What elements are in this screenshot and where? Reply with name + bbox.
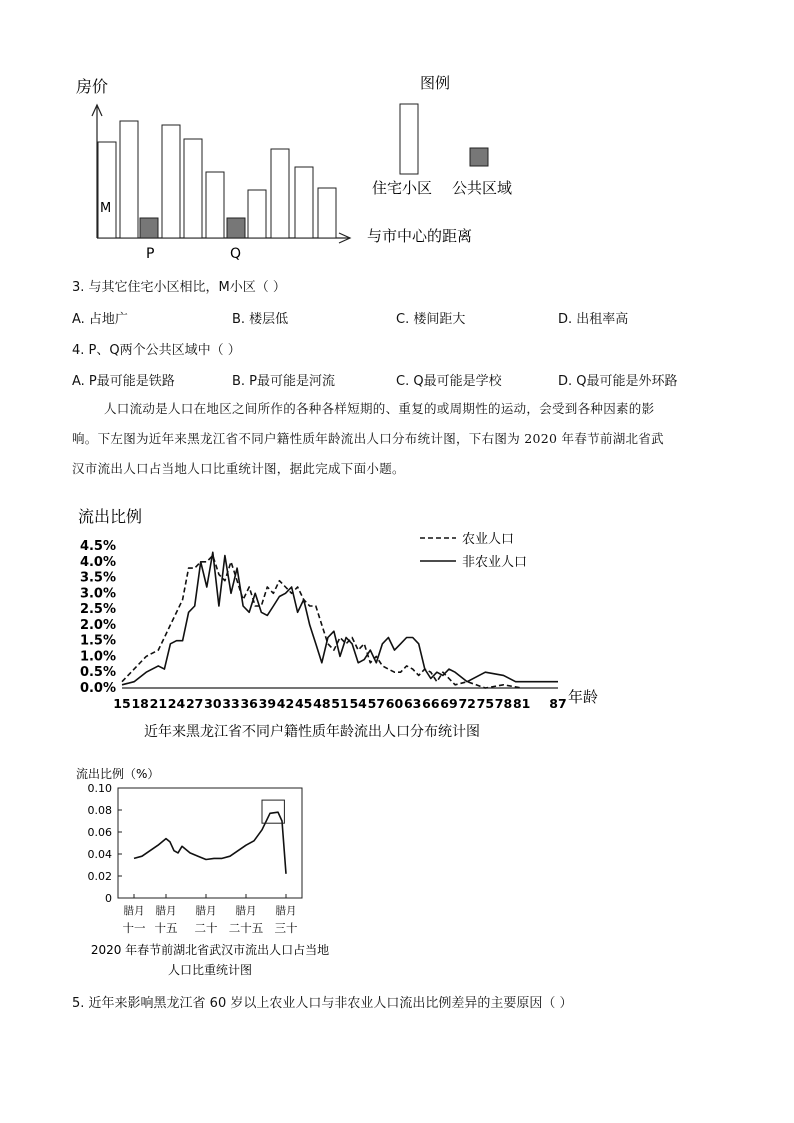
fig1-label-p: P xyxy=(146,246,155,262)
chart1-x-tick-label: 45 xyxy=(294,696,313,711)
chart1-y-tick-label: 3.5% xyxy=(79,570,116,586)
chart1-y-tick-label: 4.5% xyxy=(79,539,116,554)
chart2-title-line-1: 2020 年春节前湖北省武汉市流出人口占当地 xyxy=(90,943,330,957)
chart2-x-tick-label-bottom: 三十 xyxy=(274,921,298,935)
chart2-y-tick-label: 0.08 xyxy=(87,804,112,817)
q3-option-a[interactable]: A. 占地广 xyxy=(72,312,128,327)
chart2-x-tick-label-bottom: 十一 xyxy=(122,921,146,935)
chart1-x-tick-label: 24 xyxy=(167,696,186,711)
question-5-stem: 5. 近年来影响黑龙江省 60 岁以上农业人口与非农业人口流出比例差异的主要原因（ ） xyxy=(72,996,573,1011)
chart2-y-tick-label: 0 xyxy=(105,892,112,905)
fig1-bar xyxy=(295,167,313,238)
chart1-y-tick-label: 2.0% xyxy=(79,617,116,633)
passage-line-1: 人口流动是人口在地区之间所作的各种各样短期的、重复的或周期性的运动，会受到各种因素的影 xyxy=(104,401,655,416)
chart1-x-tick-label: 27 xyxy=(185,696,204,711)
chart1-y-tick-label: 4.0% xyxy=(79,554,116,570)
fig1-public-area-q xyxy=(227,218,245,238)
wuhan-outflow-chart xyxy=(70,760,370,985)
question-4-stem: 4. P、Q两个公共区域中（ ） xyxy=(72,343,241,358)
chart2-x-tick-label-top: 腊月 xyxy=(235,905,257,917)
fig1-legend-public-swatch xyxy=(470,148,488,166)
fig1-bar-m xyxy=(98,142,116,238)
chart2-x-tick-label-top: 腊月 xyxy=(123,905,145,917)
fig1-xlabel: 与市中心的距离 xyxy=(367,227,473,245)
chart1-title: 近年来黑龙江省不同户籍性质年龄流出人口分布统计图 xyxy=(144,724,480,740)
q4-option-a[interactable]: A. P最可能是铁路 xyxy=(72,374,175,389)
q4-option-d[interactable]: D. Q最可能是外环路 xyxy=(558,374,678,389)
chart1-x-tick-label: 78 xyxy=(494,696,513,711)
chart1-x-tick-label: 21 xyxy=(149,696,168,711)
chart1-x-tick-label: 66 xyxy=(422,696,440,711)
chart1-x-tick-label: 33 xyxy=(222,696,240,711)
chart1-x-tick-label: 15 xyxy=(113,696,131,711)
fig1-legend-residential: 住宅小区 xyxy=(372,179,433,197)
passage-line-3: 汉市流出人口占当地人口比重统计图，据此完成下面小题。 xyxy=(72,461,405,476)
fig1-bar xyxy=(248,190,266,238)
chart1-legend-nonagri: 非农业人口 xyxy=(462,555,528,570)
chart2-ylabel: 流出比例（%） xyxy=(76,767,160,781)
passage-line-2: 响。下左图为近年来黑龙江省不同户籍性质年龄流出人口分布统计图，下右图为 2020 年春节前湖北省武 xyxy=(72,431,664,446)
q4-option-c[interactable]: C. Q最可能是学校 xyxy=(396,374,502,389)
chart1-x-tick-label: 30 xyxy=(204,696,222,711)
fig1-bar xyxy=(271,149,289,238)
chart1-x-tick-label: 18 xyxy=(131,696,149,711)
q3-option-c[interactable]: C. 楼间距大 xyxy=(396,312,466,327)
chart1-x-tick-label: 54 xyxy=(349,696,367,711)
chart2-x-tick-label-top: 腊月 xyxy=(275,905,297,917)
chart2-y-tick-label: 0.10 xyxy=(87,782,112,795)
chart1-x-tick-label: 51 xyxy=(331,696,349,711)
fig1-legend-title: 图例 xyxy=(420,74,451,92)
chart1-y-tick-label: 0.0% xyxy=(79,681,116,696)
fig1-bar xyxy=(162,125,180,238)
chart2-x-tick-label-bottom: 二十 xyxy=(194,921,218,935)
fig1-label-m: M xyxy=(100,201,112,216)
chart1-x-tick-label: 48 xyxy=(313,696,331,711)
q3-option-b[interactable]: B. 楼层低 xyxy=(232,312,289,327)
chart1-x-tick-label: 63 xyxy=(403,696,422,711)
chart1-x-tick-label: 57 xyxy=(367,696,386,711)
chart2-x-tick-label-bottom: 十五 xyxy=(154,921,178,935)
chart1-x-tick-label: 69 xyxy=(440,696,458,711)
q4-option-b[interactable]: B. P最可能是河流 xyxy=(232,374,336,389)
fig1-bar xyxy=(184,139,202,238)
fig1-legend-residential-swatch xyxy=(400,104,418,174)
chart2-plot-frame xyxy=(118,788,302,898)
chart1-y-tick-label: 0.5% xyxy=(79,665,116,681)
fig1-bar xyxy=(120,121,138,238)
chart1-x-tick-label: 72 xyxy=(458,696,476,711)
heilongjiang-outflow-chart xyxy=(70,500,610,750)
fig1-public-area-p xyxy=(140,218,158,238)
chart1-x-tick-label: 81 xyxy=(512,696,531,711)
chart1-series-agricultural xyxy=(122,556,522,689)
chart2-x-tick-label-top: 腊月 xyxy=(155,905,177,917)
house-price-figure xyxy=(60,70,540,270)
chart2-y-tick-label: 0.02 xyxy=(87,870,112,883)
chart2-y-tick-label: 0.04 xyxy=(87,848,112,861)
fig1-label-q: Q xyxy=(230,246,242,262)
fig1-bar xyxy=(206,172,224,238)
chart1-y-tick-label: 1.5% xyxy=(79,633,116,649)
chart1-y-tick-label: 2.5% xyxy=(79,602,116,618)
chart2-x-tick-label-bottom: 二十五 xyxy=(228,921,264,935)
chart1-xlabel: 年龄 xyxy=(568,688,599,706)
chart1-ylabel: 流出比例 xyxy=(78,507,143,526)
fig1-legend-public: 公共区域 xyxy=(452,179,513,197)
chart1-x-tick-label: 75 xyxy=(476,696,495,711)
chart1-x-tick-label: 42 xyxy=(276,696,295,711)
fig1-ylabel: 房价 xyxy=(76,77,109,96)
chart2-title-line-2: 人口比重统计图 xyxy=(167,963,253,977)
q3-option-d[interactable]: D. 出租率高 xyxy=(558,312,629,327)
chart1-x-tick-label: 36 xyxy=(240,696,258,711)
chart1-x-tick-label: 60 xyxy=(385,696,404,711)
fig1-bar xyxy=(318,188,336,238)
question-3-stem: 3. 与其它住宅小区相比，M小区（ ） xyxy=(72,280,286,295)
chart1-x-tick-label: 39 xyxy=(258,696,277,711)
chart2-x-tick-label-top: 腊月 xyxy=(195,905,217,917)
chart2-y-tick-label: 0.06 xyxy=(87,826,112,839)
chart2-series-line xyxy=(134,812,286,874)
chart1-legend-agri: 农业人口 xyxy=(462,532,515,547)
chart1-y-tick-label: 1.0% xyxy=(79,649,116,665)
chart1-y-tick-label: 3.0% xyxy=(79,586,116,602)
chart1-x-tick-label: 87 xyxy=(549,696,567,711)
